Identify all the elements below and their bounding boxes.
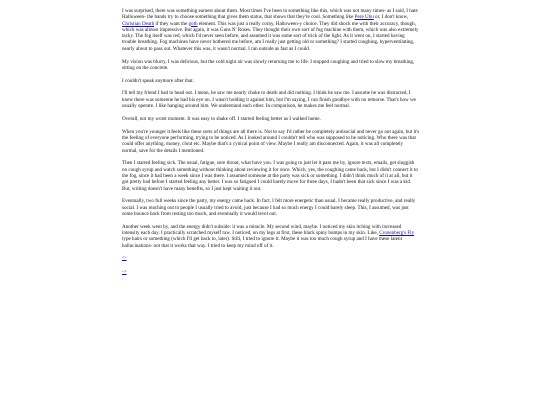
inline-link[interactable]: Christian Death [122, 20, 155, 27]
paragraph-text: I was surprised, there was something earnest about them. Most times I've been to something like this, which was not many times- as I said, I hate Halloween- the bands try to choose something that gives them status, that shows that they're cool. Something like [122, 8, 418, 21]
previous-page-link[interactable]: <- [122, 255, 127, 262]
paragraph-text: My vision was blurry, I was delirious, but the cold night air was slowly returning me to life. I stopped coughing and tried to slow my breathing, sitting on the concrete. [122, 58, 415, 71]
article-paragraph [122, 90, 420, 109]
inline-link[interactable]: goth [188, 20, 198, 27]
inline-link[interactable]: Pere Ubu [354, 14, 374, 21]
article-paragraph [122, 59, 420, 72]
paragraph-text: or, I don't know, [373, 14, 409, 21]
next-page-link[interactable]: -> [122, 268, 127, 275]
inline-link[interactable]: Cronenberg's Fly [379, 230, 415, 237]
paragraph-text: When you're younger it feels like these sorts of things are all there is. Not to say I'd rather be completely antisocial and never go out again, but it's the feeling of everyone performing, trying to be noticed. As I looked around I couldn't tell who was supposed to be noticing. Who there was that could offer anything, money, clout etc. Maybe that's a cynical point of view. Maybe I really am disconnected. Again, it was all completely normal, save for the details I mentioned. [122, 128, 420, 154]
article-paragraph [122, 8, 420, 52]
article-paragraphs [122, 8, 420, 249]
paragraph-text: type hairs or something (which I'll get back to, later). Still, I tried to ignore it. Maybe it was too much cough syrup and I have these latent hallucinations- not that it works that way. I tried to keep my mind off of it. [122, 236, 403, 249]
paragraph-text: Then I started feeling sick. The usual, fatigue, sore throat, what have you. I was going to just let it pass me by, ignore texts, emails, get sluggish on cough syrup and watch something without thinking about reviewing it for once. Which, yes, the coughing came back, but I didn't connect it to the fog, since it had been a week since I was there. I assumed someone at the party was sick or something. I didn't think much of it at all, but it got pretty bad before I started feeling any better. I was so fatigued I could barely move for three days, I hadn't been that sick since I was a kid. But, writing doesn't have many benefits, so I just kept waiting it out. [122, 160, 418, 192]
paragraph-text: I'll tell my friend I had to head out. I mean, he saw me nearly choke to death and did nothing. I think he saw me. I assume he was distracted, I knew there was someone he had his eye on. I wasn't holding it against him, but I'm saying, I can finish goodbye with no remorse. That's how we usually operate. I like hanging around him. We understand each other. In comparison, he makes me feel normal. [122, 90, 416, 110]
paragraph-text: element. This was just a really corny, Halloween-y choice. They did shock me with their accuracy, though, which was almost impressive. But again, it was Guns N' Roses. They thought their own sort of fog machine with them, which was also extremely tacky. The fog itself was red, which I'd never seen before, and assumed it was some sort of trick of the light. As it went on, I started having trouble breathing. Fog machines have never bothered me before, am I really just getting old or something? I started coughing, hyperventilating, nearly about to pass out. Whatever this was, it wasn't normal. I ran outside as fast as I could. [122, 20, 419, 52]
article-paragraph [122, 198, 420, 217]
article-paragraph [122, 160, 420, 191]
paragraph-text: I couldn't speak anymore after that. [122, 77, 194, 84]
article-paragraph [122, 78, 420, 84]
paragraph-text: if they want the [154, 20, 189, 27]
paragraph-text: Another week went by, and the energy didn't subside: it was a miracle. My second wind, maybe. I noticed my skin itching with increased intensity each day. I practically scratched myself raw. I noticed, on my legs at first, these black spiny bumps in my skin. Like, [122, 223, 402, 237]
article-paragraph [122, 129, 420, 154]
article-paragraph [122, 116, 420, 122]
paragraph-text: Eventually, two full weeks since the party, my energy came back. In fact, I felt more energetic than usual. I became really productive, and really social. I was reaching out to people I usually tried to avoid, just because I had so much energy I could barely sleep. This, I assumed, was just some bounce back from resting too much, and eventually it would level out. [122, 198, 416, 217]
article-body [122, 8, 420, 282]
paragraph-text: Overall, not my worst moment. It was easy to shake off. I started feeling better as I walked home. [122, 115, 321, 122]
article-paragraph [122, 224, 420, 249]
